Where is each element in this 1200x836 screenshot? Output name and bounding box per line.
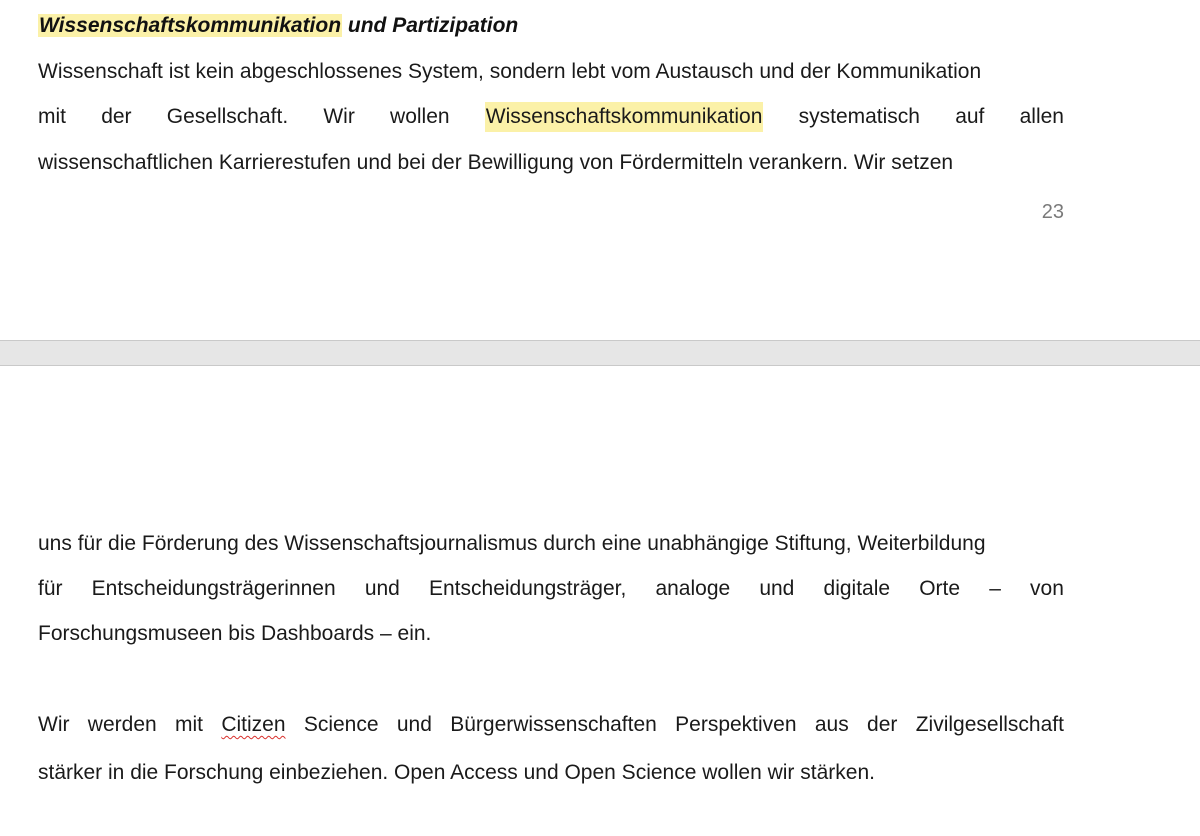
word: Wir	[323, 105, 355, 128]
page-number: 23	[1041, 201, 1064, 223]
word: mit	[175, 713, 203, 736]
word: und	[759, 577, 795, 600]
paragraph-line: wissenschaftlichen Karrierestufen und bei der Bewilligung von Fördermitteln verankern. Wir setzen	[38, 151, 954, 174]
page-break-divider	[0, 340, 1200, 366]
paragraph-line: Forschungsmuseen bis Dashboards – ein.	[38, 622, 432, 645]
word: und	[396, 713, 432, 736]
heading-highlighted-term: Wissenschaftskommunikation	[39, 14, 342, 37]
word: Science	[303, 713, 379, 736]
word: der	[101, 105, 132, 128]
word: Bürgerwissenschaften	[450, 713, 657, 736]
spellcheck-flagged-word[interactable]: Citizen	[221, 713, 286, 736]
word: Perspektiven	[675, 713, 797, 736]
word: mit	[38, 105, 66, 128]
word: auf	[955, 105, 985, 128]
paragraph-line: stärker in die Forschung einbeziehen. Open Access und Open Science wollen wir stärken.	[38, 761, 875, 784]
paragraph-line-justified	[38, 710, 1064, 740]
document-page-24	[0, 366, 1200, 836]
word: Zivilgesellschaft	[915, 713, 1064, 736]
word: Wir	[38, 713, 70, 736]
word: für	[38, 577, 63, 600]
document-page-23	[0, 0, 1200, 340]
word: der	[867, 713, 898, 736]
word: analoge	[655, 577, 731, 600]
word: systematisch	[798, 105, 920, 128]
word: Entscheidungsträgerinnen	[91, 577, 336, 600]
heading-rest: und Partizipation	[342, 14, 519, 37]
word: und	[364, 577, 400, 600]
paragraph-line: Wissenschaft ist kein abgeschlossenes System, sondern lebt vom Austausch und der Kommunikation	[38, 60, 982, 83]
word: digitale	[823, 577, 891, 600]
highlighted-word: Wissenschaftskommunikation	[485, 102, 764, 132]
paragraph-line: uns für die Förderung des Wissenschaftsjournalismus durch eine unabhängige Stiftung, Weiterbildung	[38, 532, 986, 555]
paragraph-line-justified	[38, 574, 1064, 604]
word: wollen	[390, 105, 450, 128]
word: allen	[1019, 105, 1064, 128]
word: Gesellschaft.	[166, 105, 289, 128]
word: aus	[814, 713, 849, 736]
word: Orte	[919, 577, 961, 600]
word: werden	[87, 713, 157, 736]
word: –	[989, 577, 1001, 600]
word: Entscheidungsträger,	[429, 577, 627, 600]
word: von	[1030, 577, 1064, 600]
paragraph-line-justified	[38, 102, 1064, 132]
section-heading	[38, 10, 518, 42]
